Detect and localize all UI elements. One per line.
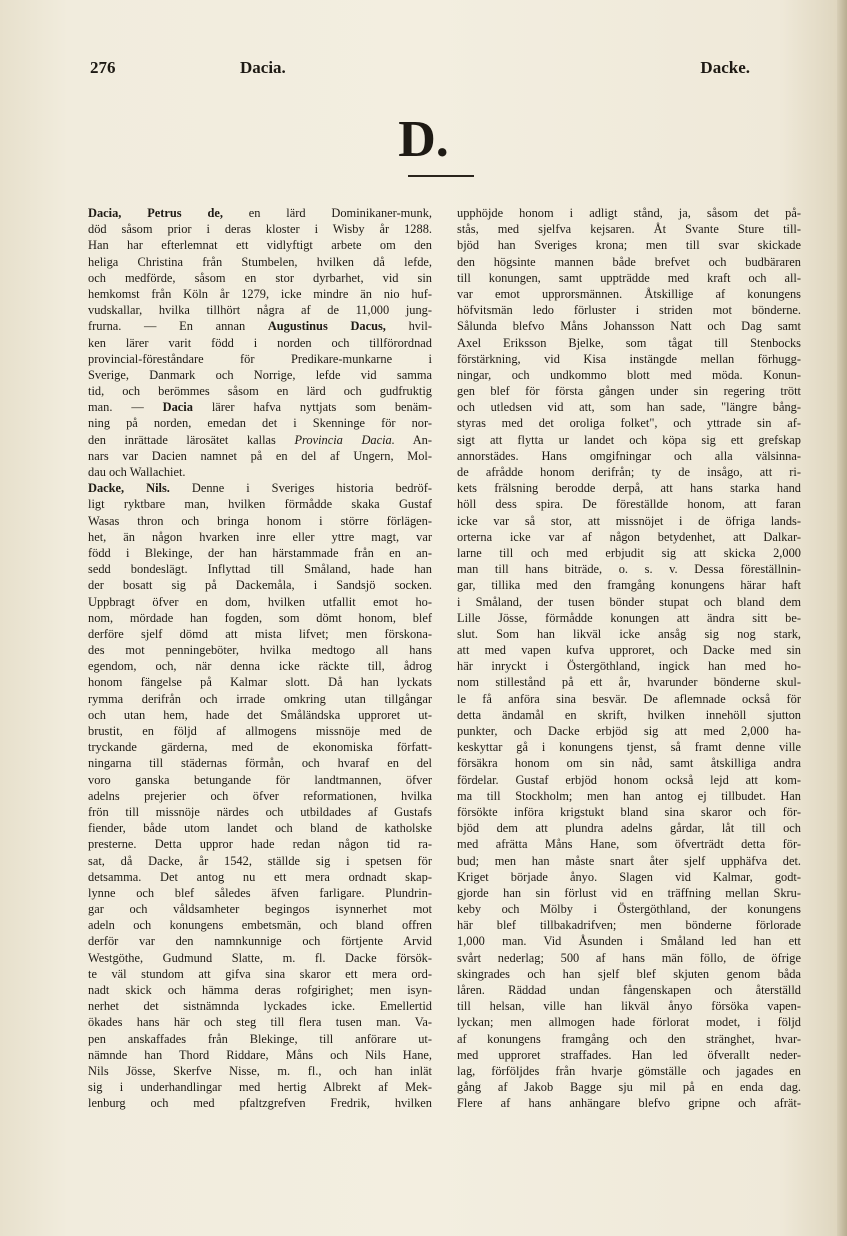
headword: Dacke, Nils. xyxy=(88,481,170,496)
text-run: pen anskaffades från Blekinge, till anförare ut- xyxy=(88,1031,432,1046)
text-run: bjöd han Sveriges krona; men till svar skickade xyxy=(457,238,801,253)
text-line xyxy=(457,432,801,448)
text-line xyxy=(88,318,432,334)
text-line xyxy=(457,739,801,755)
text-run: gar, tillika med den framgång konungens härar haft xyxy=(457,578,801,593)
text-run: stås, med sjelfva kejsaren. Åt Svante Sture till- xyxy=(457,222,801,237)
text-run: kets frälsning berodde derpå, att hans starka hand xyxy=(457,481,801,496)
text-run: den högsinte mannen både brefvet och budbäraren xyxy=(457,254,801,269)
text-line xyxy=(457,496,801,512)
text-line xyxy=(457,545,801,561)
text-run: Sålunda blefvo Måns Johansson Natt och Dag samt xyxy=(457,319,801,334)
text-line xyxy=(88,529,432,545)
text-line xyxy=(457,933,801,949)
text-line xyxy=(457,1047,801,1063)
text-run: voro ganska betungande för landtmannen, öfver xyxy=(88,772,432,787)
text-run: derför var den namnkunnige och förtjente Arvid xyxy=(88,934,432,949)
text-line xyxy=(457,415,801,431)
text-run: bud; men han måste snart åter sjelf upphäfva det. xyxy=(457,853,801,868)
text-run: tid, och berömmes såsom en lärd och gudfruktig xyxy=(88,384,432,399)
text-run: af konungens framgång och den stränghet, hvar- xyxy=(457,1031,801,1046)
text-line xyxy=(88,933,432,949)
text-run: de afrådde honom derifrån; ty de insågo, att ri- xyxy=(457,465,801,479)
section-letter: D. xyxy=(398,111,449,168)
text-line xyxy=(457,966,801,982)
text-line xyxy=(88,755,432,771)
text-line xyxy=(457,448,801,464)
text-run: icke var så stor, att missnöjet i de öfriga lands- xyxy=(457,513,801,528)
text-run: Denne i Sveriges historia bedröf- xyxy=(169,481,432,496)
text-run: orterna icke var af någon betydenhet, att Dalkar- xyxy=(457,529,801,544)
text-line xyxy=(88,1079,432,1095)
text-line xyxy=(88,1047,432,1063)
text-run: te väl stundom att gifva sina skaror ett mera ord- xyxy=(88,966,432,981)
text-run: och utledsen vid att, som han sade, "längre bång- xyxy=(457,400,801,415)
text-run: här inryckt i Östergöthland, ingick han med ho- xyxy=(457,659,801,674)
text-line xyxy=(457,286,801,302)
text-line xyxy=(88,820,432,836)
text-line xyxy=(88,415,432,431)
text-line xyxy=(88,302,432,318)
text-line xyxy=(457,529,801,545)
text-line xyxy=(88,286,432,302)
text-line xyxy=(457,302,801,318)
text-line xyxy=(457,674,801,690)
text-line xyxy=(457,901,801,917)
text-run: der bosatt sig på Dackemåla, i Sandsjö socken. xyxy=(88,578,432,593)
text-run: lyckan; men allmogen hade förlorat modet, i följd xyxy=(457,1015,801,1030)
text-line xyxy=(88,691,432,707)
text-run: presterne. Detta uppror hade redan någon tid ra- xyxy=(88,837,432,852)
text-run: ma till Stockholm; men han antog ej tillbudet. Han xyxy=(457,788,801,803)
text-line xyxy=(457,820,801,836)
text-line xyxy=(88,1031,432,1047)
text-line xyxy=(88,351,432,367)
text-line xyxy=(88,594,432,610)
text-line xyxy=(457,367,801,383)
text-run: 1,000 man. Vid Åsunden i Småland led han ett xyxy=(457,934,801,949)
text-line xyxy=(88,853,432,869)
header-left-word: Dacia. xyxy=(240,58,286,77)
text-run: fördelar. Gustaf erbjöd honom också lejd att kom- xyxy=(457,772,801,787)
text-run: nom, mördade han fogden, som dömt honom, blef xyxy=(88,610,432,625)
text-run: An- xyxy=(394,432,432,447)
text-run: ningar, och undkommo blott med möda. Konun- xyxy=(457,367,801,382)
text-line xyxy=(88,577,432,593)
text-line xyxy=(88,885,432,901)
text-run: nom stillestånd på ett år, hvarunder bönderne skul- xyxy=(457,675,801,690)
text-line xyxy=(88,335,432,351)
text-run: le få anföra sina besvär. De aflemnade också för xyxy=(457,691,801,706)
text-run: ligt ryktbare man, hvilken förmådde skaka Gustaf xyxy=(88,497,432,512)
text-line xyxy=(457,480,801,496)
text-run: fiender, både utom landet och bland de katholske xyxy=(88,821,432,836)
headword: Dacia, Petrus de, xyxy=(88,206,223,220)
text-run: keskyttar gå i konungens tjenst, så framt denne ville xyxy=(457,740,801,755)
text-line xyxy=(457,610,801,626)
text-run: Sverige, Danmark och Norrige, lefde vid samma xyxy=(88,367,432,382)
text-line xyxy=(88,998,432,1014)
text-line xyxy=(88,836,432,852)
text-line xyxy=(457,642,801,658)
text-run: var emot upprorsmännen. Åtskillige af konungens xyxy=(457,286,801,301)
text-run: försäkra honom om sin nåd, samt åtskilliga andra xyxy=(457,756,801,771)
text-line xyxy=(88,610,432,626)
text-line xyxy=(457,399,801,415)
text-line xyxy=(88,1063,432,1079)
text-run: med upproret straffades. Han led öfverallt neder- xyxy=(457,1047,801,1062)
text-line xyxy=(457,577,801,593)
text-line xyxy=(88,270,432,286)
text-run: ningarna till städernas förmån, och hvaraf en del xyxy=(88,756,432,771)
text-line xyxy=(88,788,432,804)
text-run: förstärkning, vid Kisa instängde mellan förhugg- xyxy=(457,351,801,366)
page-number: 276 xyxy=(90,58,116,77)
text-line xyxy=(457,885,801,901)
text-line xyxy=(457,1079,801,1095)
text-run: lynne och blef således äfven farligare. Plundrin- xyxy=(88,885,432,900)
text-run: sigt att flytta ur landet och köpa sig ett grefskap xyxy=(457,432,801,447)
text-line xyxy=(88,901,432,917)
text-run: heliga Christina från Stumbelen, hvilken då lefde, xyxy=(88,254,432,269)
text-line xyxy=(88,642,432,658)
text-line xyxy=(457,318,801,334)
text-run: slut. Som han likväl icke ansåg sig nog stark, xyxy=(457,626,801,641)
text-line xyxy=(457,237,801,253)
text-run: nars var Dacien namnet på en del af Ungern, Mol- xyxy=(88,448,432,463)
text-run: tryckande gärderna, med de ekonomiska författ- xyxy=(88,740,432,755)
text-run: brustit, en följd af allmogens missnöje med de xyxy=(88,724,432,738)
text-run: ken lärer varit född i norden och tillförordnad xyxy=(88,335,432,350)
text-run: gång af Jakob Bagge sju mil på en enda dag. xyxy=(457,1080,801,1095)
text-run: provincial-föreståndare för Predikare-munkarne i xyxy=(88,351,432,366)
section-rule xyxy=(408,175,474,177)
text-run: Lille Jösse, förmådde konungen att ändra sitt be- xyxy=(457,610,801,625)
text-run: och utan hem, hade det Småländska upproret ut- xyxy=(88,707,432,722)
text-line xyxy=(457,383,801,399)
text-line xyxy=(88,917,432,933)
text-run: sat, då Dacke, år 1542, ställde sig i spetsen för xyxy=(88,853,432,868)
text-run: gen blef för första gången under sin regering trött xyxy=(457,384,801,399)
text-line xyxy=(88,1014,432,1030)
page-edge xyxy=(837,0,847,1236)
text-run: adelns prejerier och öfver reformationen, hvilka xyxy=(88,788,432,803)
text-run: ning på norden, emedan det i Skenninge för nor- xyxy=(88,416,432,431)
running-header xyxy=(90,58,750,82)
text-run: den inrättade lärosätet kallas xyxy=(88,432,295,447)
text-run: styras med det oroliga folket", och yttrade sin af- xyxy=(457,416,801,431)
text-run: man. — xyxy=(88,400,163,415)
text-run: till helsan, ville han likväl ånyo försöka vapen- xyxy=(457,999,801,1014)
text-run: gar och våldsamheter begingos isynnerhet mot xyxy=(88,902,432,917)
text-line xyxy=(88,739,432,755)
text-line xyxy=(88,950,432,966)
text-run: Flere af hans anhängare blefvo gripne och afrät- xyxy=(457,1096,801,1111)
text-run: Uppbragt öfver en dom, hvilken utfallit emot ho- xyxy=(88,594,432,609)
text-line xyxy=(88,804,432,820)
text-run: höfvitsmän ledo förluster i striden mot bönderne. xyxy=(457,303,801,318)
text-run: nämnde han Thord Riddare, Måns och Nils Hane, xyxy=(88,1047,432,1062)
text-line xyxy=(457,335,801,351)
text-line xyxy=(457,205,801,221)
text-line xyxy=(457,561,801,577)
text-line xyxy=(88,982,432,998)
text-line xyxy=(457,950,801,966)
text-line xyxy=(457,626,801,642)
text-run: frön till missnöje närdes och utbildades af Gustafs xyxy=(88,804,432,819)
text-run: Westgöthe, Gudmund Slatte, m. fl. Dacke försök- xyxy=(88,950,432,965)
text-run: Wasas thron och bringa honom i större förlägen- xyxy=(88,513,432,528)
text-run: detta ändamål en skrift, hvilken innehöll sjutton xyxy=(457,707,801,722)
text-run: skingrades och han sjelf blef skjuten genom båda xyxy=(457,966,801,981)
text-run: en lärd Dominikaner-munk, xyxy=(222,206,432,220)
text-run: Kriget började ånyo. Slagen vid Kalmar, godt- xyxy=(457,869,801,884)
text-line xyxy=(88,237,432,253)
text-line xyxy=(88,772,432,788)
text-run: man till hans biträde, o. s. v. Dessa föreställnin- xyxy=(457,562,801,577)
text-run: egendom, och, när denna icke räckte till, ådrog xyxy=(88,659,432,674)
text-line xyxy=(457,1031,801,1047)
headword: Augustinus Dacus, xyxy=(267,319,386,334)
text-run: ökades hans här och steg till flera tusen man. Va- xyxy=(88,1015,432,1030)
text-line xyxy=(88,383,432,399)
text-run: rymma derifrån och irrade omkring utan tillgångar xyxy=(88,691,432,706)
text-run: annorstädes. Hans omgifningar och alla välsinna- xyxy=(457,448,801,463)
text-run: hvil- xyxy=(385,319,432,334)
text-line xyxy=(457,254,801,270)
text-run: adeln och konungens embetsmän, och bland offren xyxy=(88,918,432,933)
text-line xyxy=(457,1063,801,1079)
text-line xyxy=(88,658,432,674)
text-line xyxy=(88,205,432,221)
text-line xyxy=(88,480,432,496)
text-run: bjöd dem att plundra adelns gårdar, låt till och xyxy=(457,821,801,836)
text-line xyxy=(88,674,432,690)
text-run: och medförde, såsom en stor dyrbarhet, vid sin xyxy=(88,270,432,285)
text-line xyxy=(457,836,801,852)
text-line xyxy=(457,917,801,933)
right-text-column xyxy=(457,205,801,1112)
text-run: lag, förföljdes från hvarje gömställe och jagades en xyxy=(457,1063,801,1078)
text-line xyxy=(457,1014,801,1030)
text-line xyxy=(457,707,801,723)
text-line xyxy=(457,270,801,286)
text-line xyxy=(457,982,801,998)
text-line xyxy=(88,707,432,723)
text-run: här blef tillbakadrifven; men bönderne förlorade xyxy=(457,918,801,933)
text-line xyxy=(457,464,801,480)
text-run: höll dess spira. De föreställde honom, att faran xyxy=(457,497,801,512)
text-line xyxy=(457,788,801,804)
headword: Dacia xyxy=(162,400,193,415)
text-run: att med vapen kufva upproret, och Dacke med sin xyxy=(457,643,801,658)
text-run: dau och Wallachiet. xyxy=(88,465,186,479)
text-run: nerhet det sistnämnda lyckades icke. Emellertid xyxy=(88,999,432,1014)
text-run: sedd bondeslägt. Inflyttad till Småland, hade han xyxy=(88,562,432,577)
text-line xyxy=(88,561,432,577)
text-run: des mot penningeböter, hvilka medtogo all hans xyxy=(88,643,432,658)
text-line xyxy=(88,464,432,480)
text-run: honom fängelse på Kalmar slott. Då han lyckats xyxy=(88,675,432,690)
text-line xyxy=(88,513,432,529)
text-run: het, än någon hvarken inre eller yttre magt, var xyxy=(88,529,432,544)
text-run: hemkomst från Köln år 1279, icke mindre än nio huf- xyxy=(88,286,432,301)
text-run: keby och Mölby i Östergöthland, der konungens xyxy=(457,902,801,917)
text-line xyxy=(88,1095,432,1111)
text-run: larne till och med erbjudit sig att skicka 2,000 xyxy=(457,545,801,560)
text-line xyxy=(88,254,432,270)
text-run: vudskallar, hvilka tillhört några af de 11,000 jung- xyxy=(88,303,432,318)
text-run: med afrätta Måns Hane, som öfverträdt detta för- xyxy=(457,837,801,852)
text-line xyxy=(88,966,432,982)
text-line xyxy=(457,853,801,869)
text-line xyxy=(457,804,801,820)
text-run: detsamma. Det antog nu ett mera ordnadt skap- xyxy=(88,869,432,884)
text-run: lenburg och med pfaltzgrefven Fredrik, hvilken xyxy=(88,1096,432,1111)
text-line xyxy=(457,691,801,707)
text-line xyxy=(457,513,801,529)
text-line xyxy=(457,1095,801,1111)
text-line xyxy=(88,399,432,415)
text-run: död såsom prior i deras kloster i Wisby år 1288. xyxy=(88,222,432,237)
text-run: låren. Räddad undan fångenskapen och återställd xyxy=(457,983,801,997)
text-line xyxy=(457,755,801,771)
text-line xyxy=(457,351,801,367)
text-line xyxy=(88,448,432,464)
text-line xyxy=(457,998,801,1014)
text-line xyxy=(457,594,801,610)
text-line xyxy=(88,626,432,642)
text-run: född i Blekinge, der han härstammade från en an- xyxy=(88,545,432,560)
header-right-word: Dacke. xyxy=(700,58,750,77)
text-run: till konungen, samt uppträdde med kraft och all- xyxy=(457,270,801,285)
text-run: sig i underhandlingar med hertig Albrekt af Mek- xyxy=(88,1080,432,1095)
text-line xyxy=(88,221,432,237)
italic-text: Provincia Dacia. xyxy=(294,432,395,447)
text-line xyxy=(88,545,432,561)
text-line xyxy=(88,496,432,512)
text-line xyxy=(457,723,801,739)
text-run: lärer hafva nyttjats som benäm- xyxy=(192,400,432,415)
text-run: i Småland, der tusen bönder stupat och bland dem xyxy=(457,594,801,609)
text-run: nadt skick och hämma deras rofgirighet; men isyn- xyxy=(88,983,432,997)
text-run: gjorde han sin förlust vid en träffning mellan Skru- xyxy=(457,885,801,900)
text-line xyxy=(88,723,432,739)
text-run: upphöjde honom i adligt stånd, ja, såsom det på- xyxy=(457,206,801,220)
left-text-column xyxy=(88,205,432,1112)
text-run: svårt nederlag; 500 af hans män föllo, de öfrige xyxy=(457,950,801,965)
text-run: Axel Eriksson Bjelke, som tågat till Stenbocks xyxy=(457,335,801,350)
text-run: Han har efterlemnat ett vidlyftigt arbete om den xyxy=(88,238,432,253)
text-run: frurna. — En annan xyxy=(88,319,268,334)
text-line xyxy=(88,432,432,448)
text-line xyxy=(457,221,801,237)
text-line xyxy=(88,367,432,383)
text-run: derföre sjelf dömd att mista lifvet; men förskona- xyxy=(88,626,432,641)
text-run: försökte införa krigstukt bland sina skaror och för- xyxy=(457,804,801,819)
text-line xyxy=(457,658,801,674)
text-line xyxy=(457,772,801,788)
text-run: punkter, och Dacke erbjöd sig att med 2,000 ha- xyxy=(457,724,801,738)
text-line xyxy=(457,869,801,885)
text-line xyxy=(88,869,432,885)
text-run: Nils Jösse, Skerfve Nisse, m. fl., och han inlät xyxy=(88,1063,432,1078)
